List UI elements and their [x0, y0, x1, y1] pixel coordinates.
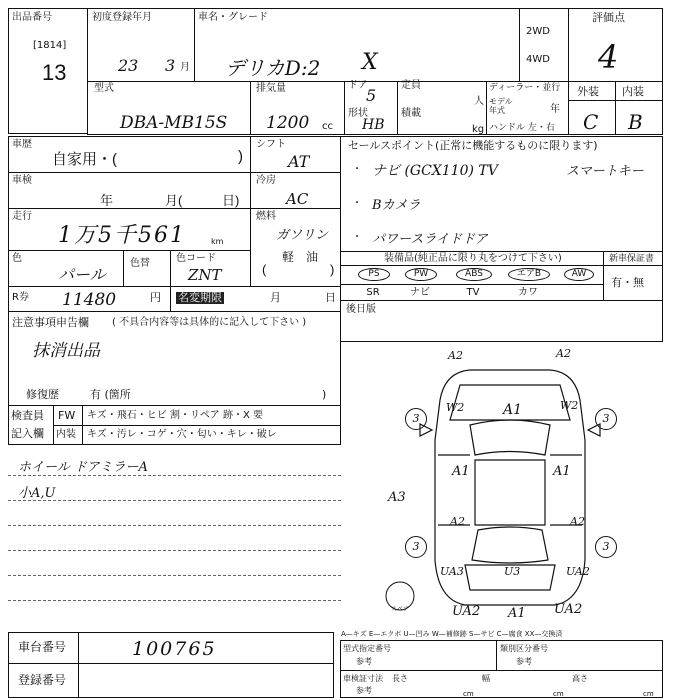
inspection-label: 車検 [12, 175, 32, 186]
mark-left-rear-door: A2 [450, 515, 465, 528]
fuel-label: 燃料 [256, 211, 276, 222]
dimensions-ref: 参考 [356, 686, 372, 695]
after-fit-block [340, 300, 663, 342]
shift-label: シフト [256, 139, 286, 150]
mark-right-quarter: UA2 [566, 565, 590, 578]
after-fit-label: 後日版 [346, 304, 376, 315]
tire-rear-right: 3 [595, 536, 617, 558]
equip-ps: PS [358, 268, 390, 281]
history-close: ) [238, 148, 243, 165]
model-label: 型式 [94, 83, 114, 94]
tire-rear-left: 3 [405, 536, 427, 558]
displacement-unit: cc [322, 121, 333, 132]
length-label: 長さ [392, 674, 408, 683]
mark-hood: A1 [503, 402, 523, 418]
drive-cell [519, 8, 569, 82]
body-value: HB [362, 117, 385, 133]
mileage-unit: km [211, 237, 224, 246]
repair-close: ) [322, 388, 327, 401]
repaint-label: 色替 [130, 258, 150, 269]
selling-item-2: スマートキー [566, 164, 644, 179]
model-spec-ref: 参考 [356, 657, 372, 666]
fuel-diesel: 軽 油 [282, 250, 319, 264]
category-ref: 参考 [516, 657, 532, 666]
mark-roof: A1 [553, 464, 571, 479]
fuel-paren-close: ) [330, 262, 335, 277]
equip-navi: ナビ [410, 287, 430, 298]
mark-front-right-bumper: A2 [556, 347, 571, 360]
doors-value: 5 [366, 86, 377, 105]
shift-value: AT [288, 152, 310, 171]
name-value: デリカD:2 [225, 56, 321, 80]
lot-code: [1814] [33, 40, 67, 51]
equip-airbag: エアB [508, 268, 550, 281]
equip-abs: ABS [456, 268, 492, 281]
displacement-value: 1200 [266, 113, 310, 133]
equipment-label: 装備品(純正品に限り丸をつけて下さい) [384, 253, 562, 264]
reg-no-label: 登録番号 [18, 673, 67, 687]
ac-value: AC [286, 190, 309, 208]
color-value: パール [58, 265, 106, 284]
repair-label: 修復歴 [26, 388, 59, 401]
equip-leather: カワ [518, 287, 538, 298]
model-spec-label: 型式指定番号 [343, 644, 391, 653]
category-label: 類別区分番号 [500, 644, 548, 653]
tire-front-right: 3 [595, 408, 617, 430]
selling-points-label: セールスポイント(正常に機能するものに限ります) [348, 139, 598, 152]
mark-left-sill: A3 [388, 490, 406, 505]
height-unit: cm [643, 690, 654, 698]
inspector-label-1: 検査員 [11, 409, 44, 422]
name-label: 車名・グレード [198, 12, 268, 23]
selling-item-4: パワースライドドア [372, 232, 488, 247]
mark-rear-left-bumper: UA2 [452, 604, 481, 619]
capacity-label: 定員 [401, 80, 421, 91]
recycle-value: 11480 [62, 290, 117, 310]
height-label: 高さ [572, 674, 588, 683]
fw-text: キズ・飛石・ヒビ 割・リペア 跡・X 要 [87, 410, 263, 421]
mark-right-rear-door: A2 [570, 515, 585, 528]
equip-tv: TV [466, 287, 480, 298]
mark-rear-right-bumper: UA2 [554, 602, 583, 617]
color-code-label: 色コード [176, 253, 216, 264]
doors-label: ドア [348, 80, 368, 91]
chassis-value: 100765 [132, 638, 217, 660]
model-year-unit: 年 [550, 104, 560, 115]
drive-4wd: 4WD [526, 54, 550, 65]
reg-month-unit: 月 [180, 62, 190, 73]
drive-2wd: 2WD [526, 26, 550, 37]
interior-value: B [628, 110, 643, 134]
declaration-value: 抹消出品 [32, 341, 100, 361]
name-change-day: 日 [325, 291, 336, 304]
history-value: 自家用・( [52, 151, 117, 168]
reg-date-label: 初度登録年月 [92, 12, 152, 23]
grade-value: X [362, 50, 378, 75]
body-label: 形状 [348, 108, 368, 119]
color-code-value: ZNT [188, 266, 222, 284]
name-change-label: 名変期限 [178, 291, 222, 304]
equip-aw: AW [564, 268, 594, 281]
equip-pw: PW [405, 268, 437, 281]
repair-value: 有 (箇所 [90, 388, 131, 401]
comment-1: ホイール ドアミラーA [18, 460, 148, 475]
fw-label: FW [58, 409, 76, 422]
spare-label: スペア [391, 606, 410, 613]
length-unit: cm [463, 690, 474, 698]
inspection-month: 月( [165, 193, 183, 208]
score-label: 評価点 [592, 11, 625, 24]
mark-rear-window: U3 [504, 565, 521, 578]
model-year-label: モデル年式 [489, 97, 513, 115]
warranty-value: 有・無 [611, 276, 644, 289]
mark-front-left-bumper: A2 [448, 349, 463, 362]
lot-label: 出品番号 [12, 12, 52, 23]
model-value: DBA-MB15S [120, 113, 228, 133]
comment-2: 小A,U [18, 486, 56, 501]
mark-left-fender: W2 [446, 401, 465, 414]
recycle-unit: 円 [150, 291, 161, 304]
int-label: 内装 [56, 429, 76, 440]
ac-label: 冷房 [256, 175, 276, 186]
history-label: 車歴 [12, 139, 32, 150]
score-value: 4 [598, 38, 619, 76]
fuel-gas: ガソリン [276, 228, 329, 243]
fuel-paren-open: ( [262, 262, 267, 277]
tire-front-left: 3 [405, 408, 427, 430]
reg-year: 23 [118, 56, 139, 75]
int-text: キズ・汚レ・コゲ・穴・匂い・キレ・破レ [87, 429, 277, 440]
width-label: 幅 [482, 674, 490, 683]
mark-rear-bumper: A1 [508, 606, 526, 621]
declaration-label: 注意事項申告欄 [12, 316, 89, 329]
mark-right-fender: W2 [560, 399, 579, 412]
load-unit: kg [472, 124, 485, 135]
mark-left-front-door: A1 [452, 464, 470, 479]
load-label: 積載 [401, 108, 421, 119]
inspector-label-2: 記入欄 [11, 427, 44, 440]
displacement-label: 排気量 [256, 83, 286, 94]
handle-label: ハンドル 左・右 [489, 123, 555, 133]
interior-label: 内装 [622, 85, 644, 98]
recycle-label: R券 [12, 292, 29, 303]
declaration-sub: ( 不具合内容等は具体的に記入して下さい ) [112, 317, 307, 328]
warranty-label: 新車保証書 [609, 254, 655, 264]
mileage-value: 1万5千561 [58, 223, 186, 248]
exterior-value: C [583, 110, 599, 134]
capacity-unit: 人 [474, 96, 484, 107]
chassis-label: 車台番号 [18, 640, 67, 654]
exterior-label: 外装 [577, 85, 599, 98]
lot-number: 13 [42, 60, 67, 85]
damage-legend: A—キズ E—エクボ U—凹み W—補修跡 S—サビ C—腐食 XX—交換済 [341, 630, 563, 638]
width-unit: cm [553, 690, 564, 698]
equip-sr: SR [366, 287, 380, 298]
name-change-month: 月 [270, 291, 281, 304]
inspection-day: 日) [222, 193, 240, 208]
selling-item-1: ナビ (GCX110) TV [372, 163, 498, 179]
inspection-year: 年 [100, 193, 114, 208]
reg-month: 3 [165, 56, 176, 75]
mark-left-quarter: UA3 [440, 565, 464, 578]
color-label: 色 [12, 253, 22, 264]
mileage-label: 走行 [12, 211, 32, 222]
dimensions-label: 車検証寸法 [343, 674, 383, 683]
dealer-label: ディーラー・並行 [489, 83, 561, 93]
selling-item-3: Bカメラ [372, 198, 421, 213]
